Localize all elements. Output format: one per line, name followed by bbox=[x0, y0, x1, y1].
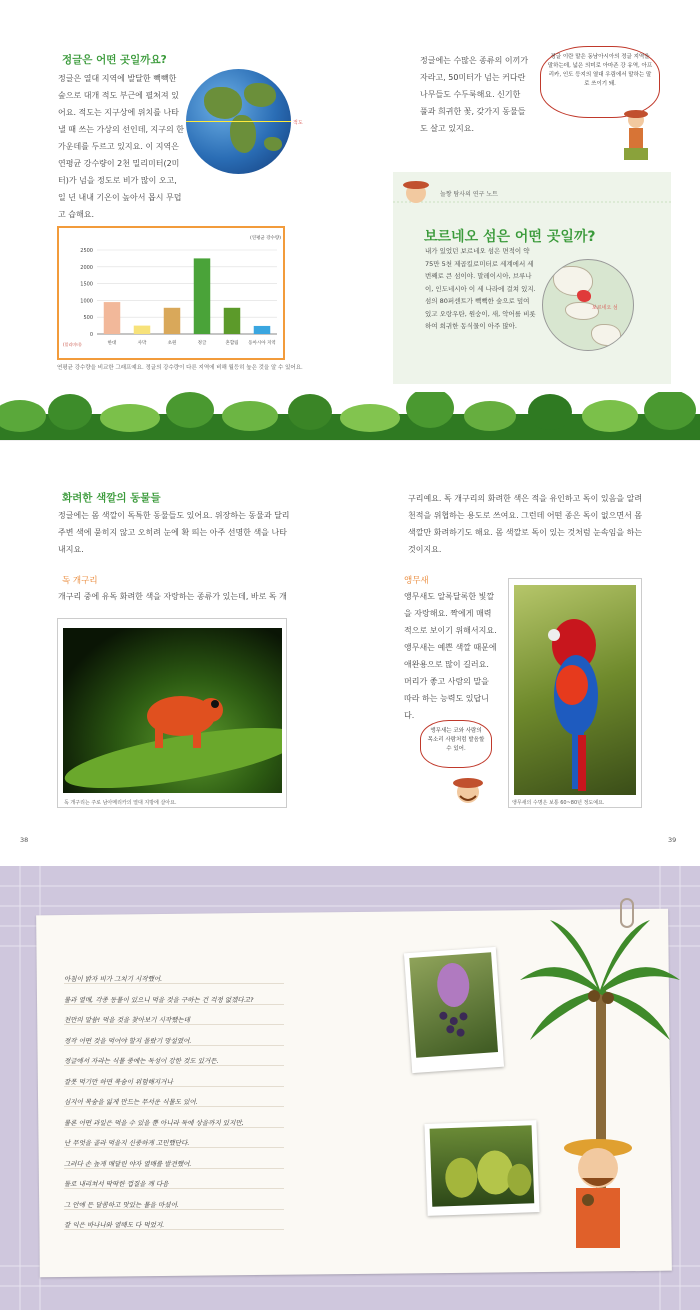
journal-line: 잘못 먹기만 하면 목숨이 위험해지거나 bbox=[64, 1067, 284, 1087]
parrot-text: 앵무새도 알록달록한 빛깔을 자랑해요. 짝에게 매력적으로 보이기 위해서지요. 앵무새는 예쁜 색깔 때문에 애완용으로 많이 길러요. 머리가 좋고 사람의 말을 따라 하는 능력도 있답니다. bbox=[404, 592, 497, 720]
colorful-animals-intro: 정글에는 몸 색깔이 독특한 동물들도 있어요. 위장하는 동물과 달리 주변 색에 묻히지 않고 오히려 눈에 확 띄는 아주 선명한 색을 나타내지요. bbox=[58, 511, 290, 554]
x-tick-label: 사막 bbox=[137, 341, 147, 346]
y-tick-label: 500 bbox=[83, 315, 93, 322]
x-tick-label: 한대 bbox=[107, 341, 117, 346]
chart-legend: (연평균 강수량) bbox=[249, 236, 281, 241]
x-tick-label: 정글 bbox=[197, 341, 207, 346]
subheading-parrot: 앵무새 bbox=[404, 576, 429, 586]
page-number-left: 38 bbox=[20, 836, 29, 844]
borneo-map-label: 보르네오 섬 bbox=[592, 305, 618, 311]
bar bbox=[224, 308, 241, 334]
parrot-caption: 앵무새의 수명은 보통 60~80년 정도예요. bbox=[512, 800, 605, 806]
journal-line: 물과 열매, 각종 동물이 있으니 먹을 것을 구하는 건 걱정 없겠다고? bbox=[64, 985, 284, 1005]
borneo-text: 내가 있었던 보르네오 섬은 면적이 약 75만 5천 제곱킬로미터로 세계에서 세 번째로 큰 섬이야. 말레이시아, 브루나이, 인도네시아 이 세 나라에 걸쳐 있지. 섬의 80퍼센트가 빽빽한 숲으로 덮여 있고 오랑우탄, 원숭이, 새, 악어를 비롯하여 희귀한 동식물이 아주 많아. bbox=[425, 247, 536, 330]
poison-frog-text-continued: 구리예요. 독 개구리의 화려한 색은 적을 유인하고 독이 있음을 알려 천적을 위협하는 용도로 쓰여요. 그런데 어떤 종은 독이 없으면서 몸 색깔만 화려하기도 해요. 몸 색깔로 독이 있는 것처럼 눈속임을 하는 것이지요. bbox=[408, 494, 643, 554]
jungle-leaves-border bbox=[0, 392, 700, 440]
journal-line: 정작 어떤 것을 먹어야 할지 몰랐기 망설였어. bbox=[64, 1026, 284, 1046]
bar bbox=[104, 302, 121, 334]
borneo-map-image bbox=[542, 259, 634, 351]
chart-caption: 연평균 강수량을 비교한 그래프예요. 정글의 강수량이 다른 지역에 비해 월등히 높은 것을 알 수 있어요. bbox=[57, 365, 303, 371]
parrot-photo bbox=[514, 585, 636, 795]
heading-colorful-animals: 화려한 색깔의 동물들 bbox=[62, 492, 161, 504]
subheading-poison-frog: 독 개구리 bbox=[62, 576, 98, 586]
precipitation-chart-svg bbox=[59, 228, 287, 362]
journal-line: 잘 익은 바나나와 열매도 다 먹었지. bbox=[64, 1210, 284, 1230]
poison-frog-text: 개구리 중에 유독 화려한 색을 자랑하는 종류가 있는데, 바로 독 개 bbox=[58, 592, 287, 601]
heading-what-is-jungle: 정글은 어떤 곳일까요? bbox=[62, 54, 167, 66]
explorer-drinking-illustration bbox=[548, 1130, 648, 1260]
fruit-photo-polaroid bbox=[404, 947, 504, 1073]
y-axis-label: (밀리미터) bbox=[63, 342, 82, 347]
y-tick-label: 1000 bbox=[80, 298, 93, 305]
y-tick-label: 2000 bbox=[80, 264, 93, 271]
bar bbox=[134, 326, 151, 334]
y-tick-label: 2500 bbox=[80, 248, 93, 254]
jungle-plants-text: 정글에는 수많은 종류의 이끼가 자라고, 50미터가 넘는 커다란 나무들도 수두룩해요. 신기한 풀과 희귀한 꽃, 갖가지 동물들도 살고 있지요. bbox=[420, 56, 529, 133]
earth-globe-image bbox=[186, 69, 291, 174]
explorer-face-icon bbox=[452, 774, 484, 806]
frog-caption: 독 개구리는 주로 남아메리카의 열대 지방에 살아요. bbox=[64, 800, 177, 806]
explorer-speech-bubble: 정글 이란 말은 동남아시아의 정글 지역을 말하는데, 넓은 의미로 아마존 강 유역, 아프리카, 인도 등지의 열대 우림에서 말하는 말로 쓰이기 돼. bbox=[540, 46, 660, 118]
equator-label: 적도 bbox=[293, 120, 303, 126]
journal-line: 돌로 내리쳐서 딱딱한 껍질을 깨 다음 bbox=[64, 1169, 284, 1189]
x-tick-label: 동아시아 지역 bbox=[248, 341, 276, 346]
journal-line: 정글에서 자라는 식물 중에는 독성이 강한 것도 있거든. bbox=[64, 1046, 284, 1066]
journal-line: 천만의 말씀! 먹을 것을 찾아보기 시작했는데 bbox=[64, 1005, 284, 1025]
bar bbox=[194, 258, 211, 334]
paper-clip-icon bbox=[620, 898, 634, 928]
journal-line: 심지어 목숨을 잃게 만드는 무서운 식물도 있어. bbox=[64, 1087, 284, 1107]
x-tick-label: 초원 bbox=[167, 341, 177, 346]
journal-line: 아침이 밝자 비가 그치기 시작했어. bbox=[64, 964, 284, 984]
jungle-intro-text: 정글은 열대 지역에 발달한 빽빽한 숲으로 대개 적도 부근에 펼쳐져 있어요. 적도는 지구상에 위치를 나타낼 때 쓰는 가상의 선인데, 지구의 한가운데를 두르고 있지요. 이 지역은 연평균 강수량이 2천 밀리미터(2미터)가 넘을 정도로 비가 많이 오고, 일 년 내내 기온이 높아서 몹시 무덥고 습해요. bbox=[58, 74, 184, 219]
x-tick-label: 혼합림 bbox=[225, 341, 239, 346]
journal-line: 난 무엇을 골라 먹을지 신중하게 고민했단다. bbox=[64, 1128, 284, 1148]
journal-line: 그 안에 든 달콤하고 맛있는 물을 마셨어. bbox=[64, 1190, 284, 1210]
borneo-title: 보르네오 섬은 어떤 곳일까? bbox=[424, 229, 596, 245]
poison-frog-photo bbox=[63, 628, 282, 793]
journal-line: 물론 어떤 과일은 먹을 수 있을 뿐 아니라 독에 상을까지 있지만, bbox=[64, 1108, 284, 1128]
page-number-right: 39 bbox=[668, 836, 677, 844]
parrot-speech-bubble: 앵무새는 코와 사람의 목소리 사람처럼 발음할 수 있어. bbox=[420, 720, 492, 768]
journal-line: 그러다 손 높게 매달린 야자 열매를 발견했어. bbox=[64, 1149, 284, 1169]
research-note-label: 놀짱 탐사의 연구 노트 bbox=[440, 191, 498, 198]
y-tick-label: 1500 bbox=[80, 281, 93, 288]
y-tick-label: 0 bbox=[89, 332, 93, 338]
bar bbox=[254, 326, 271, 334]
explorer-portrait-icon bbox=[402, 178, 430, 208]
precipitation-chart bbox=[57, 226, 285, 360]
spread-jungle-intro bbox=[0, 0, 700, 440]
explorer-character-image bbox=[616, 108, 656, 164]
bar bbox=[164, 308, 181, 334]
